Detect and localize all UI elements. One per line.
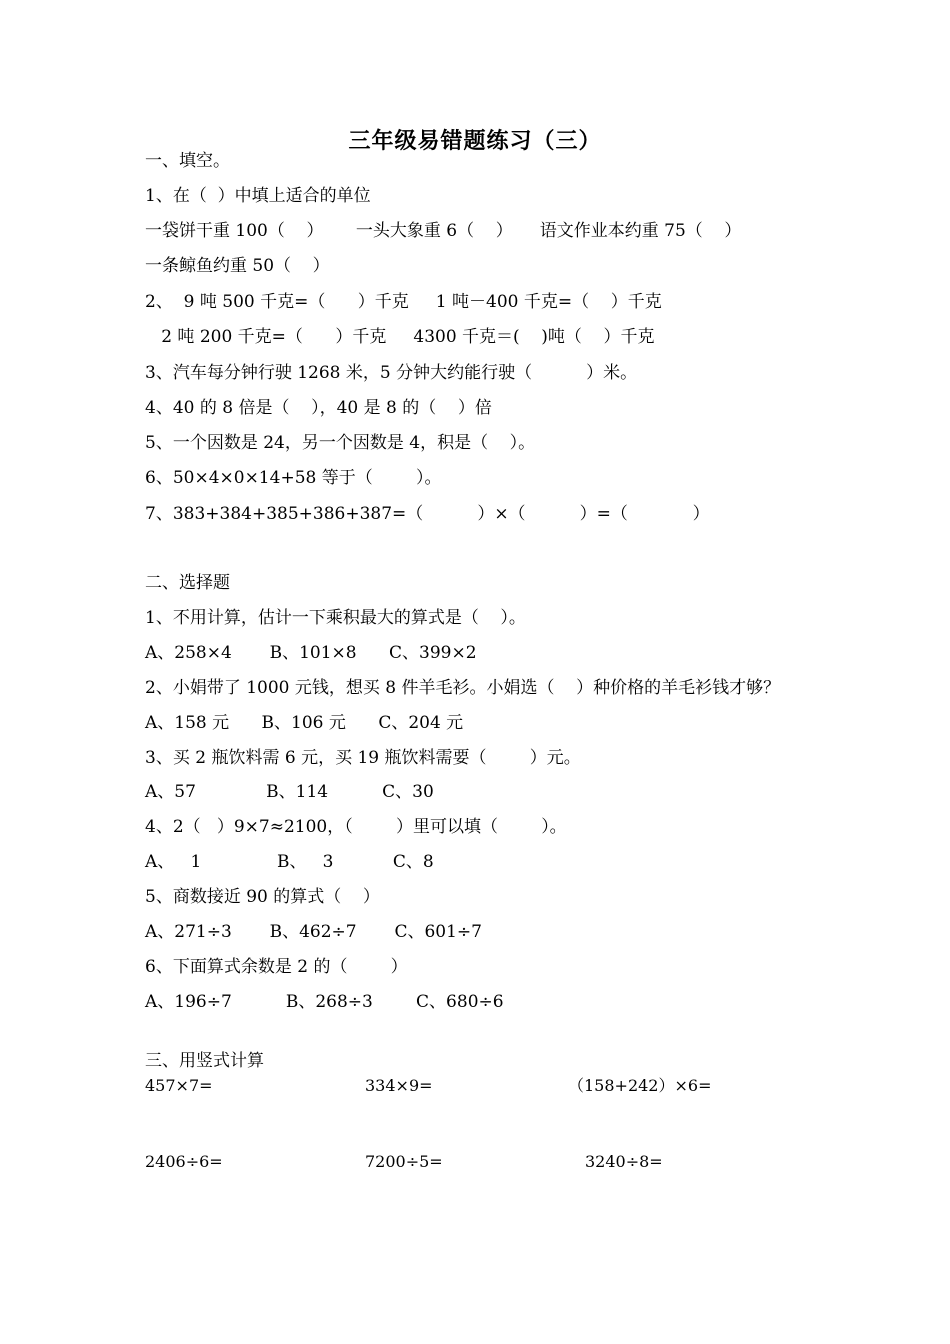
section2-heading: 二、选择题 [145, 573, 230, 593]
choice-line-11: 6、下面算式余数是 2 的（ ） [145, 957, 408, 977]
calc-problem-2: 334×9= [365, 1076, 433, 1095]
fill-line-1: 1、在（ ）中填上适合的单位 [145, 186, 371, 206]
choice-line-7: 4、2（ ）9×7≈2100，（ ）里可以填（ ）。 [145, 817, 567, 837]
fill-line-5: 2 吨 200 千克=（ ）千克 4300 千克＝( )吨（ ）千克 [145, 327, 655, 347]
choice-line-9: 5、商数接近 90 的算式（ ） [145, 887, 380, 907]
choice-line-1: 1、不用计算，估计一下乘积最大的算式是（ ）。 [145, 608, 526, 628]
calc-problem-3: （158+242）×6= [568, 1076, 712, 1095]
choice-line-4: A、158 元 B、106 元 C、204 元 [145, 713, 464, 733]
fill-line-3: 一条鲸鱼约重 50（ ） [145, 256, 330, 276]
choice-line-3: 2、小娟带了 1000 元钱，想买 8 件羊毛衫。小娟选（ ）种价格的羊毛衫钱才够？ [145, 678, 781, 698]
fill-line-7: 4、40 的 8 倍是（ ），40 是 8 的（ ）倍 [145, 398, 492, 418]
fill-line-10: 7、383+384+385+386+387=（ ）×（ ）=（ ） [145, 504, 710, 524]
choice-line-10: A、271÷3 B、462÷7 C、601÷7 [145, 922, 482, 942]
calc-problem-6: 3240÷8= [585, 1152, 663, 1171]
page-title: 三年级易错题练习（三） [348, 128, 602, 154]
choice-line-2: A、258×4 B、101×8 C、399×2 [145, 643, 477, 663]
choice-line-6: A、57 B、114 C、30 [145, 782, 434, 802]
calc-problem-4: 2406÷6= [145, 1152, 223, 1171]
fill-line-8: 5、一个因数是 24，另一个因数是 4，积是（ ）。 [145, 433, 536, 453]
choice-line-8: A、 1 B、 3 C、8 [145, 852, 434, 872]
calc-problem-5: 7200÷5= [365, 1152, 443, 1171]
choice-line-5: 3、买 2 瓶饮料需 6 元，买 19 瓶饮料需要（ ）元。 [145, 748, 581, 768]
fill-line-4: 2、 9 吨 500 千克=（ ）千克 1 吨－400 千克=（ ）千克 [145, 292, 662, 312]
fill-line-9: 6、50×4×0×14+58 等于（ ）。 [145, 468, 442, 488]
section3-heading: 三、用竖式计算 [145, 1051, 264, 1071]
fill-line-2: 一袋饼干重 100（ ） 一头大象重 6（ ） 语文作业本约重 75（ ） [145, 221, 742, 241]
section1-heading: 一、填空。 [145, 151, 230, 171]
choice-line-12: A、196÷7 B、268÷3 C、680÷6 [145, 992, 504, 1012]
fill-line-6: 3、汽车每分钟行驶 1268 米，5 分钟大约能行驶（ ）米。 [145, 363, 638, 383]
calc-problem-1: 457×7= [145, 1076, 213, 1095]
